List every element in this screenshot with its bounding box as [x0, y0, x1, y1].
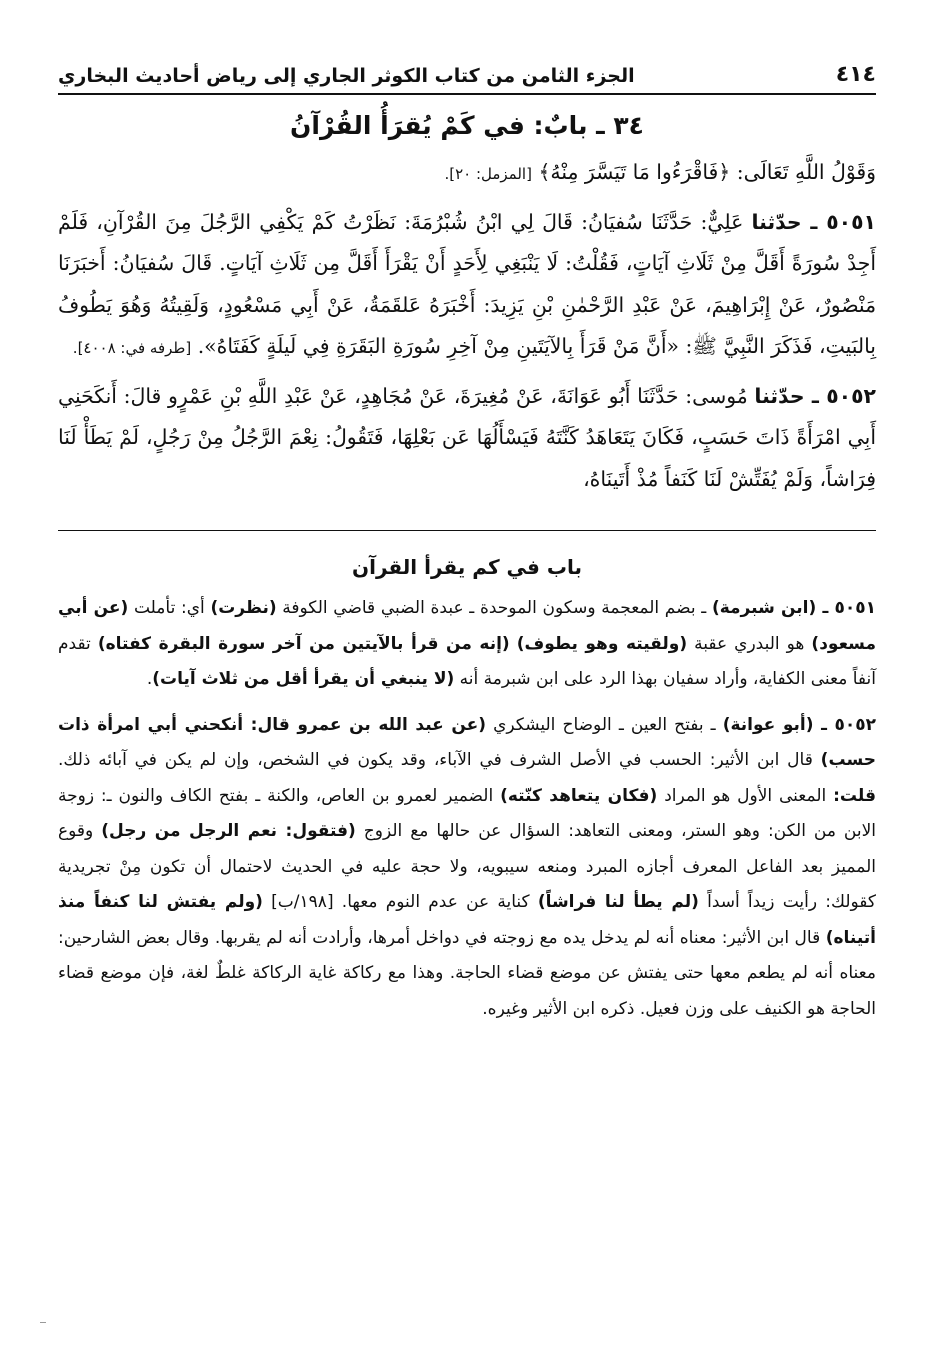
quoted-term: (ولم يفتش لنا كنفاً منذ أتيناه): [58, 892, 876, 948]
commentary-5052: [58, 708, 876, 1028]
quoted-term: (ولقيته وهو يطوف): [516, 633, 688, 654]
quoted-term: (إنه من قرأ بالآيتين من آخر سورة البقرة كفتاه): [97, 633, 510, 654]
commentary-text: وقوع المميز بعد الفاعل المعرف أجازه المبرد ومنعه سيبويه، ولا حجة عليه في الحديث لاحتمال أن تكون مِنْ تجريدية كقولك: رأيت زيداً أسداً: [58, 821, 876, 912]
hadith-cross-reference: [طرفه في: ٤٠٠٨].: [72, 339, 192, 357]
quoted-term: (ابن شبرمة): [711, 598, 817, 618]
commentary-text: تقدم آنفاً معنى الكفاية، وأراد سفيان بهذا الرد على ابن شبرمة أنه: [58, 633, 876, 689]
quoted-term: (فتقول: نعم الرجل من رجل): [101, 821, 356, 841]
quoted-term: (أبو عوانة): [722, 714, 814, 735]
commentary-text: أي: تأملت: [128, 598, 211, 618]
commentary-5051: [58, 591, 876, 698]
quoted-term: (فكان يتعاهد كنّته): [500, 785, 658, 806]
commentary-number: ٥٠٥١ ـ: [816, 598, 877, 618]
running-header: [58, 62, 876, 95]
quran-verse-intro: [58, 152, 876, 196]
commentary-text: المعنى الأول هو المراد: [657, 785, 834, 806]
commentary-text: قال ابن الأثير: الحسب في الأصل الشرف في الآباء، وقد يكون في الشخص، وإن لم يكن في آبائه ذلك.: [58, 750, 821, 770]
hadith-number: ٥٠٥٢ ـ حدّثنا: [754, 383, 876, 408]
book-page: [58, 62, 876, 1027]
quoted-term: (عن أبي مسعود): [58, 598, 876, 654]
commentary-number: ٥٠٥٢ ـ: [813, 714, 876, 735]
commentary-text: كناية عن عدم النوم معها. [١٩٨/ب]: [262, 892, 538, 912]
footnote-divider: [58, 530, 876, 531]
commentary-text: الضمير لعمرو بن العاص، والكنة ـ بفتح الكاف والنون ـ: زوجة الابن من الكن: وهو الستر، ومعنى التعاهد: السؤال عن حالها مع الزوج: [58, 785, 877, 841]
hadith-text: مُوسى: حَدَّثَنَا أَبُو عَوَانَةَ، عَنْ مُغِيرَةَ، عَنْ مُجَاهِدٍ، عَنْ عَبْدِ اللَّهِ بْنِ عَمْرٍو قالَ: أَنكَحَنِي أَبِي امْرَأَةً ذَاتَ حَسَبٍ، فَكَانَ يَتَعَاهَدُ كَنَّتَهُ فَيَسْأَلُهَا عَن بَعْلِهَا، فَتَقُولُ: نِعْمَ الرَّجُلُ مِنْ رَجُلٍ، لَمْ يَطَأْ لَنَا فِرَاشاً، وَلَمْ يُفَتِّشْ لَنَا كَنَفاً مُذْ أَتَينَاهُ،: [58, 383, 876, 491]
hadith-number: ٥٠٥١ ـ حدّثنا: [751, 209, 876, 234]
commentary-title: باب في كم يقرأ القرآن: [352, 555, 582, 579]
verse-text: وَقَوْلُ اللَّهِ تَعَالَى: ﴿فَاقْرَءُوا مَا تَيَسَّرَ مِنْهُ﴾: [538, 160, 876, 184]
margin-mark: [40, 1322, 46, 1323]
commentary-text: قال ابن الأثير: معناه أنه لم يدخل يده مع زوجته في دواخل أمرها، وأرادت أنه لم يقربها. وقال بعض الشارحين: معناه أنه لم يطعم معها حتى يفتش عن موضع قضاء الحاجة. وهذا مع ركاكة غاية الركاكة غلطٌ لغة، فإن موضع قضاء الحاجة هو الكنيف على وزن فعيل. ذكره ابن الأثير وغيره.: [58, 927, 876, 1019]
running-title: الجزء الثامن من كتاب الكوثر الجاري إلى رياض أحاديث البخاري: [58, 65, 635, 87]
quoted-term: (لم يطأ لنا فراشاً): [537, 892, 699, 912]
commentary-text: هو البدري عقبة: [687, 633, 812, 654]
verse-reference: [المزمل: ٢٠].: [444, 165, 532, 183]
hadith-5052: [58, 376, 876, 501]
commentary-text: .: [146, 669, 153, 689]
quoted-term: (نظرت): [210, 598, 277, 618]
quoted-term: (عن عبد الله بن عمرو قال: أنكحني أبي امرأة ذات حسب): [58, 714, 876, 770]
commentary-text: [510, 634, 517, 654]
hadith-text: عَلِيٌّ: حَدَّثَنَا سُفيَانُ: قَالَ لِي ابْنُ شُبْرُمَةَ: نَظَرْتُ كَمْ يَكْفِي الرَّجُلَ مِنَ القُرْآنِ، فَلَمْ أَجِدْ سُورَةً أَقَلَّ مِنْ ثَلَاثِ آيَاتٍ، فَقُلْتُ: لَا يَنْبَغِي لِأَحَدٍ أَنْ يَقْرَأَ أَقَلَّ مِن ثَلَاثِ آيَاتٍ. قَالَ سُفيَانُ: أَخبَرَنَا مَنْصُورٌ، عَنْ إِبْرَاهِيمَ، عَنْ عَبْدِ الرَّحْمٰنِ بْنِ يَزِيدَ: أَخْبَرَهُ عَلقَمَةُ، عَنْ أَبِي مَسْعُودٍ، وَلَقِيتُهُ وَهُوَ يَطُوفُ بِالبَيتِ، فَذَكَرَ النَّبِيَّ ﷺ: «أَنَّ مَنْ قَرَأَ بِالآيَتَينِ مِنْ آخِرِ سُورَةِ البَقَرَةِ فِي لَيلَةٍ كَفَتَاهُ».: [58, 209, 876, 358]
commentary-text: ـ بضم المعجمة وسكون الموحدة ـ عبدة الضبي قاضي الكوفة: [276, 598, 712, 618]
chapter-title: ٣٤ ـ بابٌ: في كَمْ يُقرَأُ القُرْآنُ: [290, 111, 644, 140]
author-note-label: قلت:: [833, 785, 876, 806]
commentary-text: ـ بفتح العين ـ الوضاح اليشكري: [486, 714, 723, 735]
hadith-5051: [58, 202, 876, 370]
quoted-term: (لا ينبغي أن يقرأ أقل من ثلاث آيات): [152, 669, 455, 689]
page-number: ٤١٤: [835, 62, 876, 87]
